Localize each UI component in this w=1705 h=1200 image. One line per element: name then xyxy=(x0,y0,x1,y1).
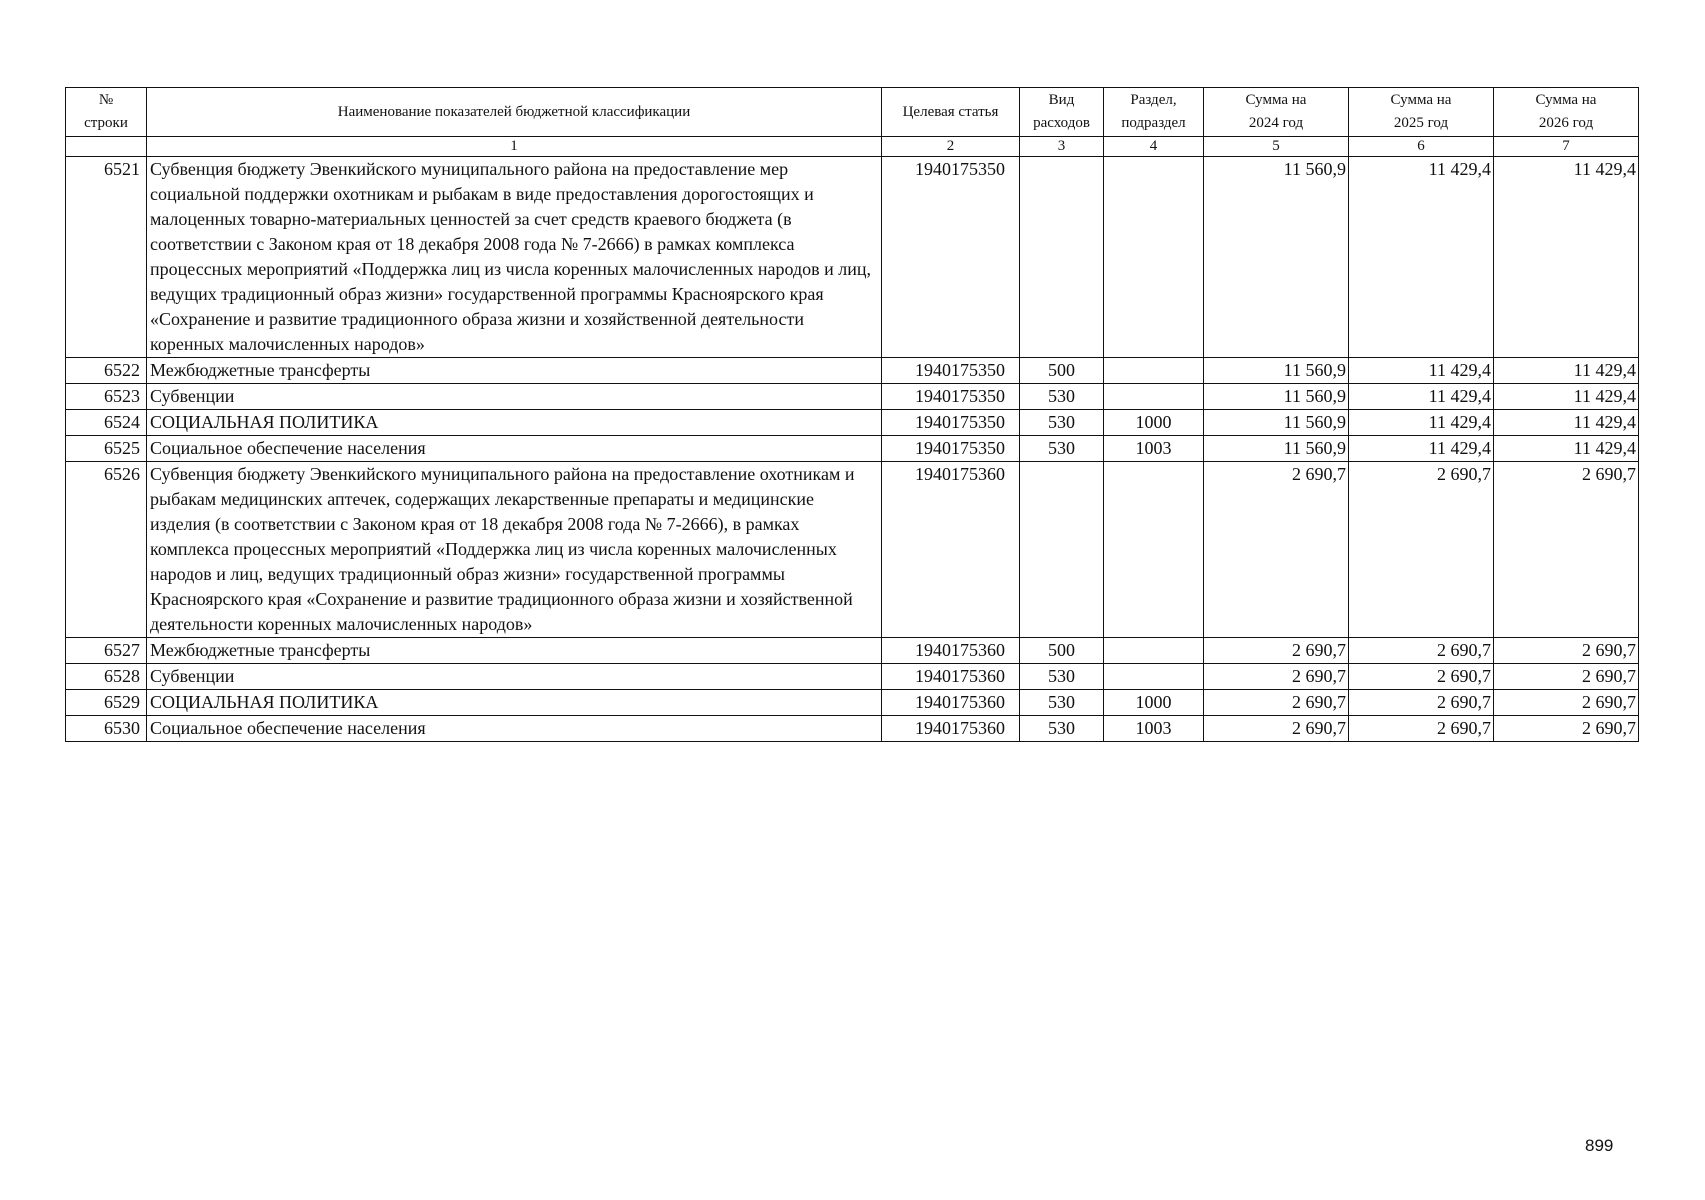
target-article-cell: 1940175350 xyxy=(882,436,1020,462)
sum-2026-cell: 2 690,7 xyxy=(1494,716,1639,742)
section-cell: 1000 xyxy=(1104,690,1204,716)
sum-2024-cell: 2 690,7 xyxy=(1204,462,1349,638)
table-row xyxy=(66,462,1639,638)
section-cell: 1003 xyxy=(1104,716,1204,742)
header-sum-2024: Сумма на 2024 год xyxy=(1204,88,1349,137)
row-number-cell: 6521 xyxy=(66,157,147,358)
section-cell xyxy=(1104,462,1204,638)
target-article-cell: 1940175360 xyxy=(882,716,1020,742)
expense-type-cell: 500 xyxy=(1020,358,1104,384)
sum-2024-cell: 11 560,9 xyxy=(1204,410,1349,436)
row-number-cell: 6525 xyxy=(66,436,147,462)
sum-2025-cell: 11 429,4 xyxy=(1349,384,1494,410)
table-row xyxy=(66,384,1639,410)
expense-type-cell xyxy=(1020,157,1104,358)
expense-type-cell: 530 xyxy=(1020,690,1104,716)
sum-2024-cell: 2 690,7 xyxy=(1204,690,1349,716)
table-row xyxy=(66,436,1639,462)
row-number-cell: 6528 xyxy=(66,664,147,690)
sum-2026-cell: 2 690,7 xyxy=(1494,462,1639,638)
table-row xyxy=(66,410,1639,436)
column-number: 5 xyxy=(1204,137,1349,157)
row-number-cell: 6524 xyxy=(66,410,147,436)
table-row xyxy=(66,638,1639,664)
row-number-cell: 6530 xyxy=(66,716,147,742)
header-expense-type: Вид расходов xyxy=(1020,88,1104,137)
section-cell xyxy=(1104,384,1204,410)
table-row xyxy=(66,157,1639,358)
indicator-name-cell: Межбюджетные трансферты xyxy=(147,638,882,664)
header-indicator-name: Наименование показателей бюджетной классификации xyxy=(147,88,882,137)
sum-2025-cell: 2 690,7 xyxy=(1349,716,1494,742)
sum-2025-cell: 2 690,7 xyxy=(1349,462,1494,638)
target-article-cell: 1940175350 xyxy=(882,384,1020,410)
row-number-cell: 6522 xyxy=(66,358,147,384)
target-article-cell: 1940175350 xyxy=(882,410,1020,436)
sum-2024-cell: 11 560,9 xyxy=(1204,358,1349,384)
sum-2026-cell: 11 429,4 xyxy=(1494,384,1639,410)
sum-2026-cell: 11 429,4 xyxy=(1494,436,1639,462)
column-number: 1 xyxy=(147,137,882,157)
indicator-name-cell: Субвенция бюджету Эвенкийского муниципального района на предоставление мер социальной поддержки охотникам и рыбакам в виде предоставления дорогостоящих и малоценных товарно-материальных ценностей за счет средств краевого бюджета (в соответствии с Законом края от 18 декабря 2008 года № 7-2666) в рамках комплекса процессных мероприятий «Поддержка лиц из числа коренных малочисленных народов и лиц, ведущих традиционный образ жизни» государственной программы Красноярского края «Сохранение и развитие традиционного образа жизни и хозяйственной деятельности коренных малочисленных народов» xyxy=(147,157,882,358)
sum-2025-cell: 11 429,4 xyxy=(1349,358,1494,384)
indicator-name-cell: Субвенции xyxy=(147,664,882,690)
sum-2025-cell: 2 690,7 xyxy=(1349,638,1494,664)
header-sum-2026: Сумма на 2026 год xyxy=(1494,88,1639,137)
column-number: 4 xyxy=(1104,137,1204,157)
target-article-cell: 1940175360 xyxy=(882,638,1020,664)
column-number: 3 xyxy=(1020,137,1104,157)
page-number: 899 xyxy=(1585,1136,1614,1155)
table-row xyxy=(66,716,1639,742)
row-number-cell: 6523 xyxy=(66,384,147,410)
expense-type-cell: 530 xyxy=(1020,410,1104,436)
section-cell xyxy=(1104,157,1204,358)
header-section: Раздел, подраздел xyxy=(1104,88,1204,137)
target-article-cell: 1940175360 xyxy=(882,462,1020,638)
header-row xyxy=(66,88,1639,137)
expense-type-cell: 530 xyxy=(1020,436,1104,462)
sum-2026-cell: 11 429,4 xyxy=(1494,410,1639,436)
indicator-name-cell: Субвенции xyxy=(147,384,882,410)
indicator-name-cell: Межбюджетные трансферты xyxy=(147,358,882,384)
sum-2026-cell: 11 429,4 xyxy=(1494,157,1639,358)
expense-type-cell: 530 xyxy=(1020,384,1104,410)
table-row xyxy=(66,690,1639,716)
sum-2025-cell: 11 429,4 xyxy=(1349,410,1494,436)
sum-2025-cell: 11 429,4 xyxy=(1349,157,1494,358)
sum-2026-cell: 2 690,7 xyxy=(1494,664,1639,690)
sum-2024-cell: 11 560,9 xyxy=(1204,157,1349,358)
header-target-article: Целевая статья xyxy=(882,88,1020,137)
indicator-name-cell: Социальное обеспечение населения xyxy=(147,716,882,742)
budget-table xyxy=(65,87,1639,742)
sum-2025-cell: 2 690,7 xyxy=(1349,664,1494,690)
sum-2024-cell: 11 560,9 xyxy=(1204,384,1349,410)
sum-2025-cell: 2 690,7 xyxy=(1349,690,1494,716)
sum-2026-cell: 11 429,4 xyxy=(1494,358,1639,384)
row-number-cell: 6527 xyxy=(66,638,147,664)
target-article-cell: 1940175350 xyxy=(882,358,1020,384)
expense-type-cell xyxy=(1020,462,1104,638)
indicator-name-cell: СОЦИАЛЬНАЯ ПОЛИТИКА xyxy=(147,410,882,436)
indicator-name-cell: Социальное обеспечение населения xyxy=(147,436,882,462)
section-cell: 1003 xyxy=(1104,436,1204,462)
column-number-blank xyxy=(66,137,147,157)
expense-type-cell: 530 xyxy=(1020,716,1104,742)
sum-2024-cell: 2 690,7 xyxy=(1204,716,1349,742)
sum-2026-cell: 2 690,7 xyxy=(1494,690,1639,716)
column-number: 7 xyxy=(1494,137,1639,157)
indicator-name-cell: Субвенция бюджету Эвенкийского муниципального района на предоставление охотникам и рыбакам медицинских аптечек, содержащих лекарственные препараты и медицинские изделия (в соответствии с Законом края от 18 декабря 2008 года № 7-2666), в рамках комплекса процессных мероприятий «Поддержка лиц из числа коренных малочисленных народов и лиц, ведущих традиционный образ жизни» государственной программы Красноярского края «Сохранение и развитие традиционного образа жизни и хозяйственной деятельности коренных малочисленных народов» xyxy=(147,462,882,638)
header-row-number: № строки xyxy=(66,88,147,137)
target-article-cell: 1940175360 xyxy=(882,664,1020,690)
target-article-cell: 1940175350 xyxy=(882,157,1020,358)
row-number-cell: 6529 xyxy=(66,690,147,716)
sum-2024-cell: 11 560,9 xyxy=(1204,436,1349,462)
section-cell xyxy=(1104,358,1204,384)
sum-2025-cell: 11 429,4 xyxy=(1349,436,1494,462)
section-cell xyxy=(1104,638,1204,664)
expense-type-cell: 500 xyxy=(1020,638,1104,664)
sum-2024-cell: 2 690,7 xyxy=(1204,638,1349,664)
header-sum-2025: Сумма на 2025 год xyxy=(1349,88,1494,137)
expense-type-cell: 530 xyxy=(1020,664,1104,690)
indicator-name-cell: СОЦИАЛЬНАЯ ПОЛИТИКА xyxy=(147,690,882,716)
section-cell: 1000 xyxy=(1104,410,1204,436)
row-number-cell: 6526 xyxy=(66,462,147,638)
table-row xyxy=(66,358,1639,384)
target-article-cell: 1940175360 xyxy=(882,690,1020,716)
sum-2024-cell: 2 690,7 xyxy=(1204,664,1349,690)
sum-2026-cell: 2 690,7 xyxy=(1494,638,1639,664)
column-numbers-row xyxy=(66,137,1639,157)
section-cell xyxy=(1104,664,1204,690)
column-number: 6 xyxy=(1349,137,1494,157)
column-number: 2 xyxy=(882,137,1020,157)
table-row xyxy=(66,664,1639,690)
